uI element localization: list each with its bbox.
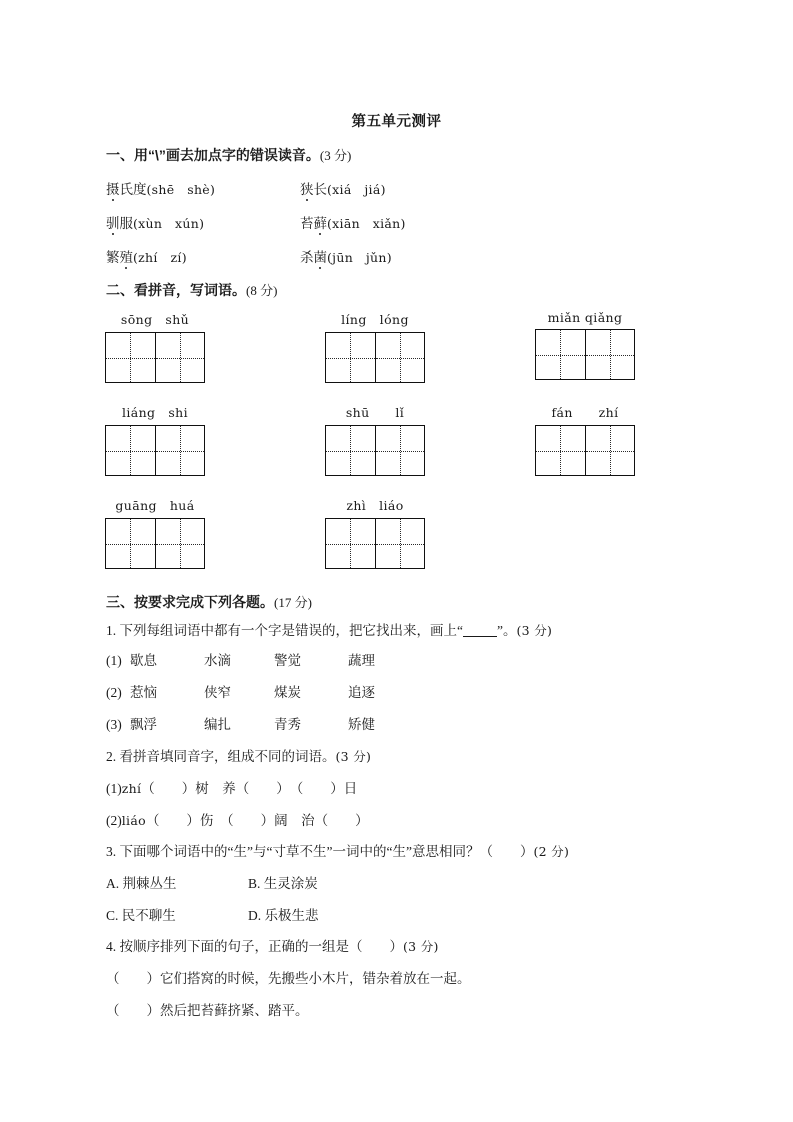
tianzige-grid[interactable] — [325, 425, 425, 476]
word-item[interactable]: 青秀 — [274, 717, 301, 732]
question-4-prompt[interactable] — [106, 940, 439, 954]
word-item[interactable]: 水滴 — [204, 653, 231, 668]
question-1-prompt-a: 1. 下列每组词语中都有一个字是错误的，把它找出来，画上“ — [106, 623, 463, 638]
dotted-char: 驯 — [106, 216, 120, 231]
question-1-points: (3 分) — [516, 623, 553, 638]
word-item[interactable]: 飘浮 — [130, 717, 157, 732]
reading-choices[interactable]: (shē shè) — [146, 182, 216, 197]
grid-cell[interactable] — [375, 426, 424, 475]
question-3-points: (2 分) — [533, 844, 570, 859]
ordering-line[interactable]: （ ）它们搭窝的时候，先搬些小木片，错杂着放在一起。 — [106, 971, 471, 986]
word-item[interactable]: 警觉 — [274, 653, 301, 668]
grid-cell[interactable] — [326, 426, 375, 475]
section-three-points: (17 分) — [274, 595, 312, 610]
tianzige-grid[interactable] — [535, 425, 635, 476]
word-first: 杀 — [300, 250, 314, 265]
question-3-prompt — [106, 845, 569, 859]
word-rest: 长 — [313, 182, 327, 197]
option-a[interactable]: A. 荆棘丛生 — [106, 876, 177, 891]
pinyin-label: liáng shi — [121, 405, 189, 420]
word-rest: 氏度 — [119, 182, 147, 197]
grid-cell[interactable] — [375, 333, 424, 382]
answer-blank-underline[interactable] — [463, 636, 497, 637]
question-2-prompt — [106, 750, 371, 764]
dotted-char: 藓 — [313, 216, 327, 231]
reading-choices[interactable]: (jūn jǔn) — [327, 250, 392, 265]
word-item[interactable]: 追逐 — [348, 685, 375, 700]
row-blanks[interactable]: （ ）伤 （ ）阔 治（ ） — [145, 813, 369, 828]
tianzige-grid[interactable] — [105, 425, 205, 476]
pinyin-grid-block[interactable] — [105, 496, 205, 569]
row-pinyin: liáo — [121, 813, 146, 828]
reading-choices[interactable]: (zhí zí) — [133, 250, 187, 265]
word-group-number: (2) — [106, 685, 122, 700]
pinyin-grid-block[interactable] — [325, 403, 425, 476]
grid-cell[interactable] — [375, 519, 424, 568]
pinyin-label: shū lǐ — [345, 405, 405, 420]
dotted-char: 狭 — [300, 182, 314, 197]
phonetic-item[interactable] — [106, 183, 215, 197]
pinyin-grid-block[interactable] — [325, 310, 425, 383]
word-item[interactable]: 矫健 — [348, 717, 375, 732]
dotted-char: 摄 — [106, 182, 120, 197]
word-item[interactable]: 煤炭 — [274, 685, 301, 700]
word-item[interactable]: 歇息 — [130, 653, 157, 668]
pinyin-grid-block[interactable] — [535, 403, 635, 476]
word-item[interactable]: 蔬理 — [348, 653, 375, 668]
grid-cell[interactable] — [326, 333, 375, 382]
ordering-line[interactable]: （ ）然后把苔藓挤紧、踏平。 — [106, 1003, 309, 1018]
section-three-heading — [106, 592, 312, 612]
word-group-number: (3) — [106, 717, 122, 732]
row-blanks[interactable]: （ ）树 养（ ） （ ）日 — [141, 781, 358, 796]
grid-cell[interactable] — [106, 426, 155, 475]
pinyin-label: miǎn qiǎng — [547, 310, 623, 325]
grid-cell[interactable] — [585, 426, 634, 475]
question-3-prompt-text[interactable]: 3. 下面哪个词语中的“生”与“寸草不生”一词中的“生”意思相同？（ ） — [106, 844, 534, 859]
word-first: 繁 — [106, 250, 120, 265]
tianzige-grid[interactable] — [325, 332, 425, 383]
question-1-prompt — [106, 624, 552, 638]
page-title: 第五单元测评 — [351, 114, 442, 130]
question-2-row[interactable] — [106, 814, 369, 828]
tianzige-grid[interactable] — [325, 518, 425, 569]
phonetic-item[interactable] — [106, 217, 204, 231]
question-2-points: (3 分) — [335, 749, 372, 764]
phonetic-item[interactable] — [300, 217, 406, 231]
question-2-row[interactable] — [106, 782, 357, 796]
grid-cell[interactable] — [326, 519, 375, 568]
grid-cell[interactable] — [536, 426, 585, 475]
pinyin-label: zhì liáo — [346, 498, 404, 513]
tianzige-grid[interactable] — [105, 332, 205, 383]
section-three-heading-text: 三、按要求完成下列各题。 — [106, 594, 274, 610]
option-b[interactable]: B. 生灵涂炭 — [248, 876, 318, 891]
grid-cell[interactable] — [155, 426, 204, 475]
question-4-prompt-text[interactable]: 4. 按顺序排列下面的句子，正确的一组是（ ） — [106, 939, 403, 954]
phonetic-item[interactable] — [106, 251, 187, 265]
section-two-heading-text: 二、看拼音，写词语。 — [106, 282, 246, 298]
row-pinyin: zhí — [121, 781, 142, 796]
word-item[interactable]: 编扎 — [204, 717, 231, 732]
section-one-points: (3 分) — [319, 148, 352, 163]
row-number: (2) — [106, 813, 122, 828]
dotted-char: 殖 — [119, 250, 133, 265]
question-1-prompt-b: ”。 — [497, 623, 517, 638]
phonetic-item[interactable] — [300, 251, 392, 265]
pinyin-label: fán zhí — [551, 405, 619, 420]
pinyin-grid-block[interactable] — [535, 310, 635, 380]
pinyin-label: sōng shǔ — [120, 312, 190, 327]
phonetic-item[interactable] — [300, 183, 386, 197]
tianzige-grid[interactable] — [535, 329, 635, 380]
grid-cell[interactable] — [155, 519, 204, 568]
option-c[interactable]: C. 民不聊生 — [106, 908, 176, 923]
grid-cell[interactable] — [536, 330, 585, 379]
word-rest: 服 — [119, 216, 133, 231]
word-first: 苔 — [300, 216, 314, 231]
section-one-heading-text: 一、用“\”画去加点字的错误读音。 — [106, 147, 320, 163]
grid-cell[interactable] — [106, 333, 155, 382]
grid-cell[interactable] — [585, 330, 634, 379]
dotted-char: 菌 — [313, 250, 327, 265]
grid-cell[interactable] — [155, 333, 204, 382]
word-item[interactable]: 惹恼 — [130, 685, 157, 700]
reading-choices[interactable]: (xiá jiá) — [327, 182, 386, 197]
tianzige-grid[interactable] — [105, 518, 205, 569]
section-two-heading — [106, 280, 277, 300]
question-2-prompt-text: 2. 看拼音填同音字，组成不同的词语。 — [106, 749, 336, 764]
row-number: (1) — [106, 781, 122, 796]
section-two-points: (8 分) — [246, 283, 278, 298]
grid-cell[interactable] — [106, 519, 155, 568]
pinyin-label: líng lóng — [341, 312, 409, 327]
pinyin-grid-block[interactable] — [105, 310, 205, 383]
option-d[interactable]: D. 乐极生悲 — [248, 908, 319, 923]
reading-choices[interactable]: (xiān xiǎn) — [327, 216, 406, 231]
pinyin-grid-block[interactable] — [105, 403, 205, 476]
question-4-points: (3 分) — [403, 939, 439, 954]
section-one-heading — [106, 145, 351, 165]
word-item[interactable]: 侠窄 — [204, 685, 231, 700]
pinyin-grid-block[interactable] — [325, 496, 425, 569]
pinyin-label: guāng huá — [115, 498, 195, 513]
word-group-number: (1) — [106, 653, 122, 668]
reading-choices[interactable]: (xùn xún) — [133, 216, 205, 231]
